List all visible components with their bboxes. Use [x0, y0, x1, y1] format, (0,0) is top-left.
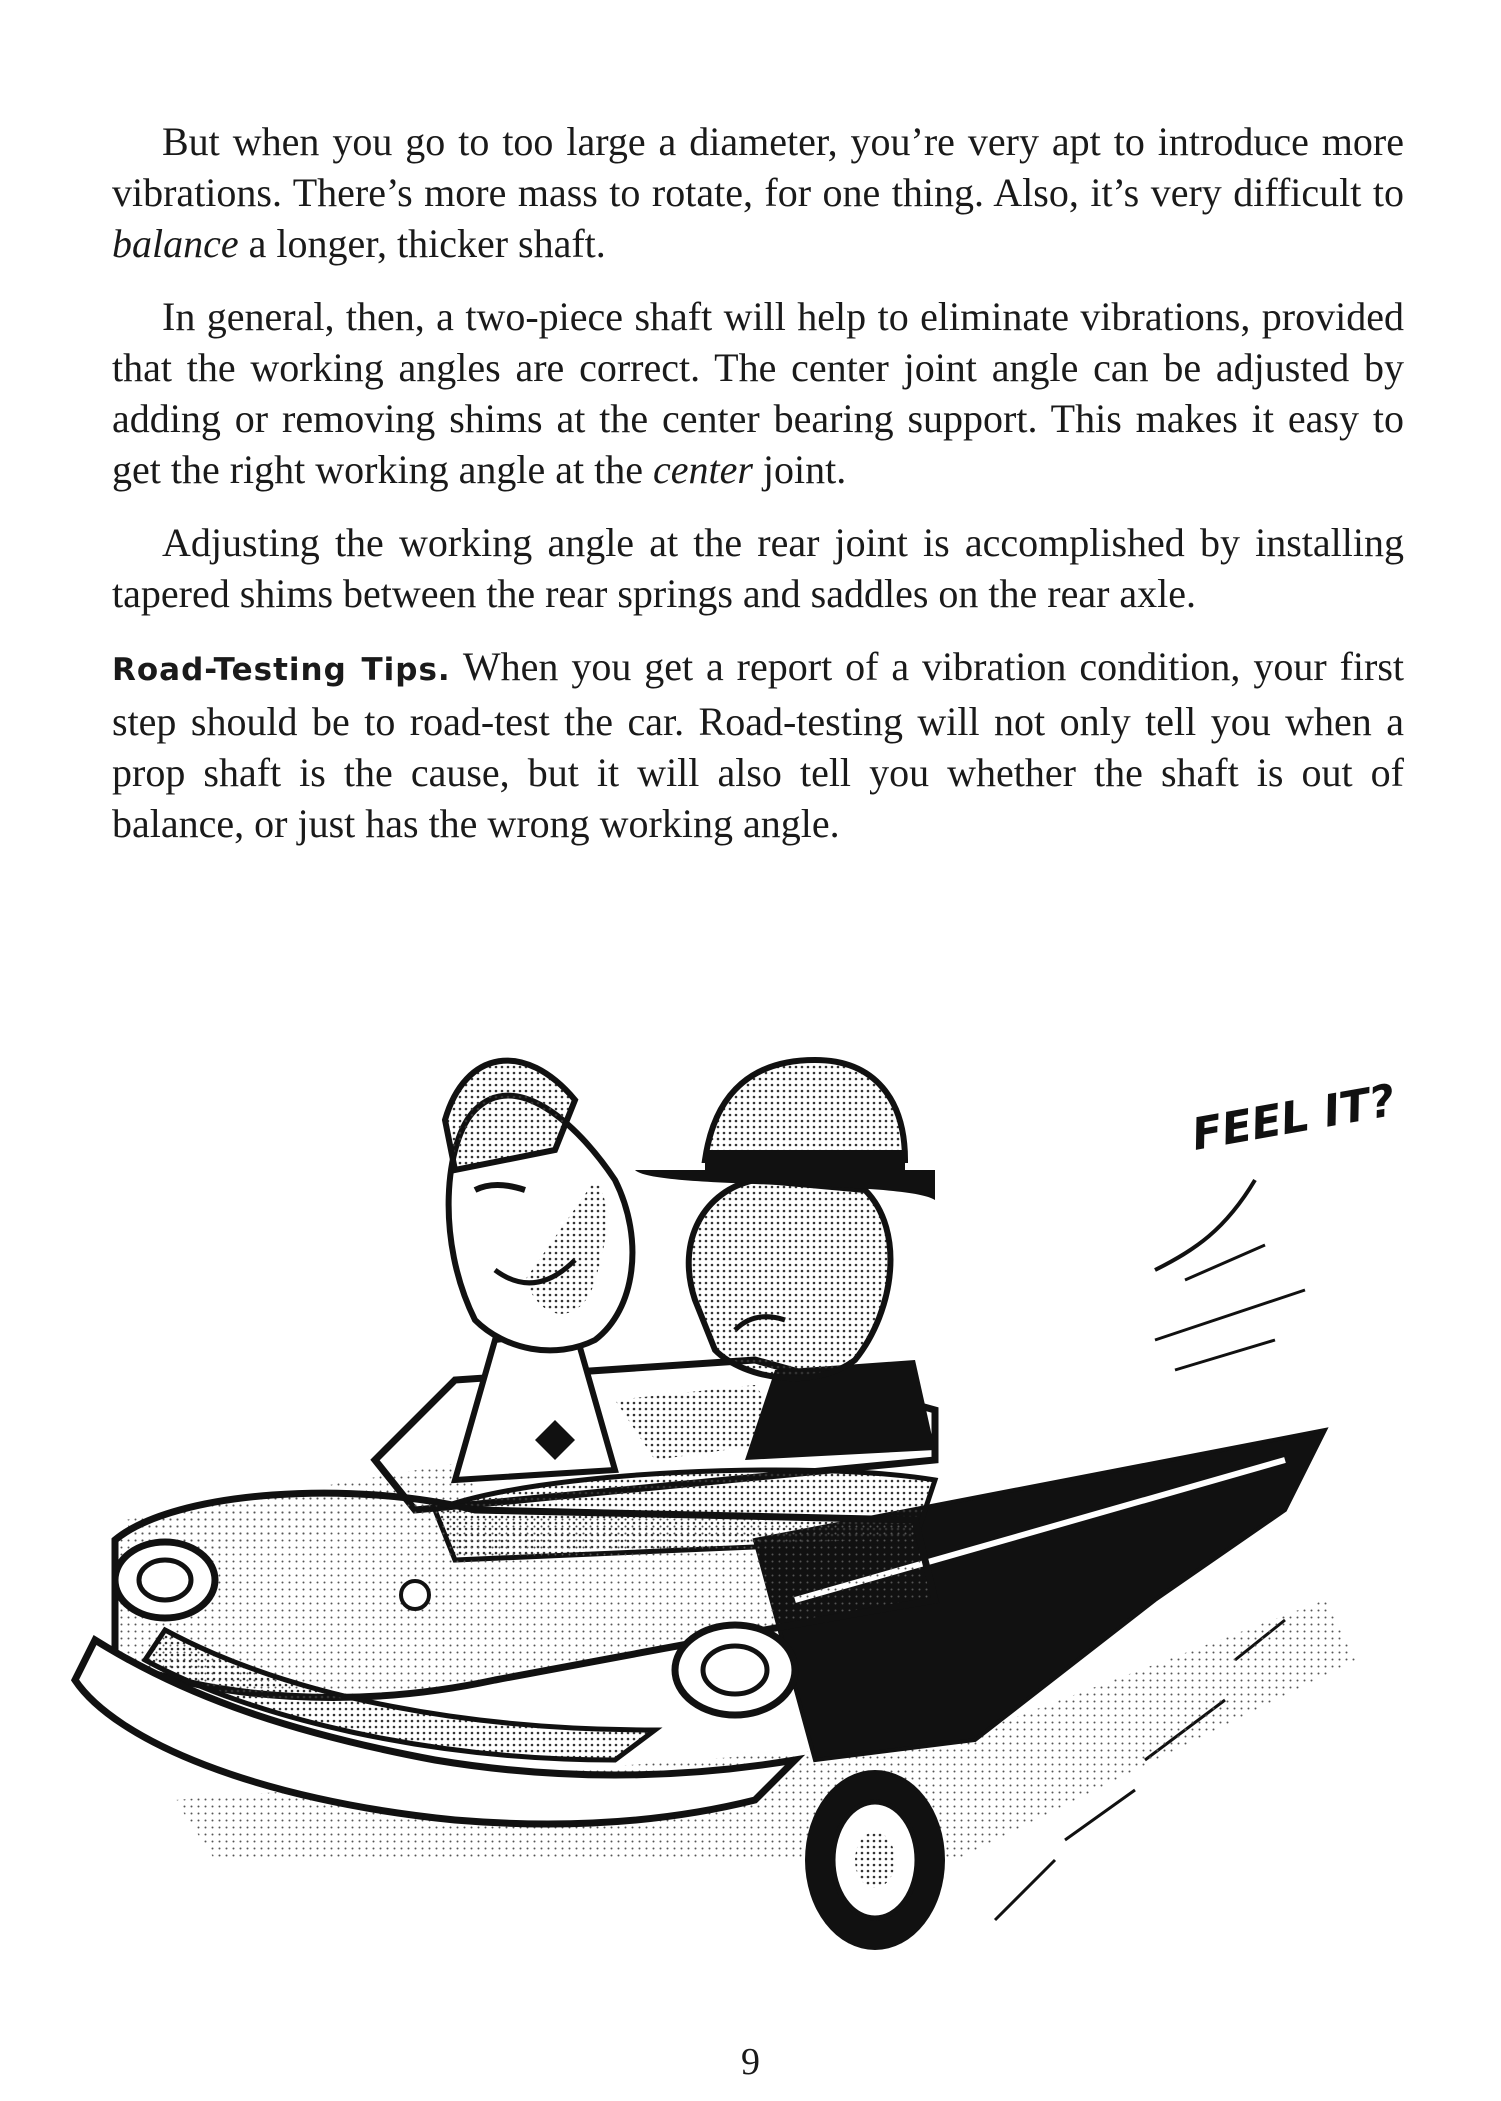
page-number: 9 [741, 2041, 760, 2083]
paragraph-1 [112, 116, 1404, 269]
front-wheel [805, 1770, 945, 1950]
convertible-cartoon-illustration [55, 1040, 1455, 1990]
paragraph-4-text: When you get a report of a vibration condition, your first step should be to road-test the car. Road-testing will not only tell you when a prop shaft is the cause, but it will also tell you whether the shaft is out of balance, or just has the wrong working angle. [112, 644, 1405, 846]
paragraph-3-text: Adjusting the working angle at the rear joint is accomplished by installing tapered shims between the rear springs and saddles on the rear axle. [112, 520, 1404, 616]
paragraph-1-text-b: a longer, thicker shaft. [238, 221, 606, 266]
paragraph-1-emphasis: balance [112, 221, 239, 266]
paragraph-4 [112, 641, 1404, 849]
paragraph-3 [112, 517, 1404, 619]
paragraph-2 [112, 291, 1404, 495]
speech-text: FEEL IT? [1188, 1074, 1400, 1161]
body-text [112, 116, 1404, 871]
paragraph-2-emphasis: center [652, 447, 753, 492]
section-heading: Road-Testing Tips. [112, 652, 451, 688]
paragraph-2-text-b: joint. [752, 447, 847, 492]
hood-emblem [401, 1581, 429, 1609]
paragraph-1-text-a: But when you go to too large a diameter, you’re very apt to introduce more vibrations. There’s more mass to rotate, for one thing. Also, it’s very difficult to [112, 119, 1404, 215]
headlight-right [675, 1625, 795, 1715]
paragraph-2-text-a: In general, then, a two-piece shaft will help to eliminate vibrations, provided that the working angles are correct. The center joint angle can be adjusted by adding or removing shims at the center bearing support. This makes it easy to get the right working angle at the [112, 294, 1404, 492]
mechanic-character [445, 1061, 632, 1480]
headlight-left [115, 1542, 215, 1618]
